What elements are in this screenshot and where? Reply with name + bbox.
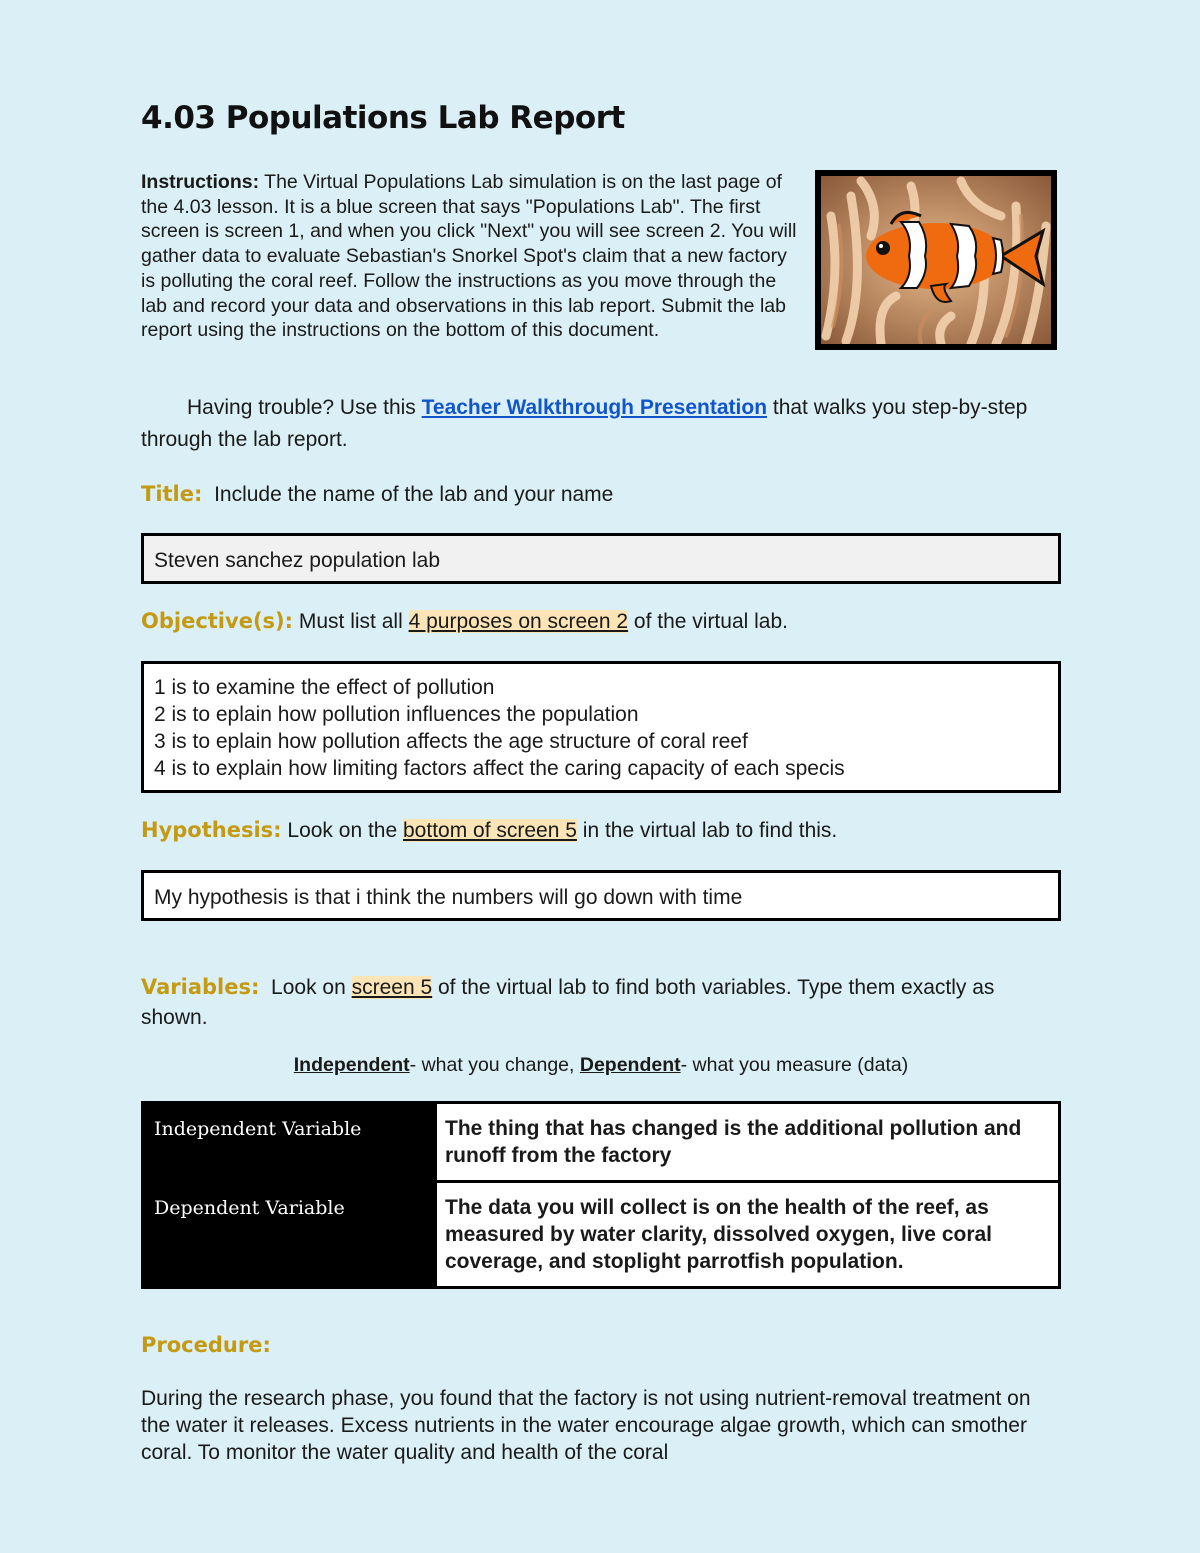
title-prompt: Include the name of the lab and your name <box>214 483 614 506</box>
hypothesis-prompt-after: in the virtual lab to find this. <box>576 819 838 842</box>
variables-table <box>141 1101 1061 1289</box>
hypothesis-label: Hypothesis: <box>141 818 282 842</box>
procedure-heading <box>141 1330 1061 1361</box>
hypothesis-answer-field[interactable] <box>141 870 1061 921</box>
procedure-label: Procedure: <box>141 1333 271 1357</box>
objectives-heading <box>141 606 1061 637</box>
variables-legend <box>141 1054 1061 1077</box>
variables-prompt-after: of the virtual lab to find both variables. Type them exactly as shown. <box>141 976 995 1029</box>
hypothesis-prompt-highlight: bottom of screen 5 <box>403 819 577 842</box>
dependent-variable-label: Dependent Variable <box>143 1182 436 1288</box>
table-row <box>143 1182 1060 1288</box>
objective-answer-2: 2 is to eplain how pollution influences the population <box>154 703 639 726</box>
teacher-walkthrough-link[interactable]: Teacher Walkthrough Presentation <box>421 396 768 419</box>
independent-variable-label: Independent Variable <box>143 1103 436 1182</box>
title-answer-field[interactable] <box>141 533 1061 584</box>
help-text-before: Having trouble? Use this <box>187 396 422 419</box>
legend-dependent-desc: - what you measure (data) <box>680 1054 909 1076</box>
table-row <box>143 1103 1060 1182</box>
instructions-label: Instructions: <box>141 171 260 193</box>
objectives-label: Objective(s): <box>141 609 294 633</box>
title-section-heading <box>141 479 1061 510</box>
variables-prompt-highlight: screen 5 <box>351 976 433 999</box>
variables-heading <box>141 972 1061 1033</box>
page-title: 4.03 Populations Lab Report <box>141 100 625 136</box>
title-answer-text: Steven sanchez population lab <box>154 549 441 572</box>
procedure-paragraph: During the research phase, you found that the factory is not using nutrient-removal treatment on the water it releases. Excess nutrients in the water encourage algae growth, which can smother coral. To monitor the water quality and health of the coral <box>141 1387 1031 1464</box>
legend-dependent: Dependent <box>579 1054 681 1076</box>
hypothesis-heading <box>141 815 1061 846</box>
dependent-variable-value[interactable]: The data you will collect is on the health of the reef, as measured by water clarity, dissolved oxygen, live coral coverage, and stoplight parrotfish population. <box>436 1182 1060 1288</box>
instructions-text: The Virtual Populations Lab simulation is on the last page of the 4.03 lesson. It is a blue screen that says "Populations Lab". The first screen is screen 1, and when you click "Next" you will see screen 2. You will gather data to evaluate Sebastian's Snorkel Spot's claim that a new factory is polluting the coral reef. Follow the instructions as you move through the lab and record your data and observations in this lab report. Submit the lab report using the instructions on the bottom of this document. <box>141 171 797 342</box>
objective-answer-3: 3 is to eplain how pollution affects the age structure of coral reef <box>154 730 748 753</box>
legend-independent-desc: - what you change, <box>409 1054 580 1076</box>
hypothesis-answer-text: My hypothesis is that i think the numbers will go down with time <box>154 886 743 909</box>
objective-answer-1: 1 is to examine the effect of pollution <box>154 676 495 699</box>
clownfish-photo <box>815 170 1057 350</box>
help-text-after: that walks you step-by-step through the lab report. <box>141 396 1028 451</box>
legend-independent: Independent <box>293 1054 410 1076</box>
help-paragraph <box>141 392 1061 456</box>
instructions-paragraph <box>141 170 801 343</box>
clownfish-image <box>821 176 1051 344</box>
objective-answer-4: 4 is to explain how limiting factors affect the caring capacity of each specis <box>154 757 845 780</box>
hypothesis-prompt-before: Look on the <box>281 819 403 842</box>
objectives-prompt-highlight: 4 purposes on screen 2 <box>408 610 629 633</box>
objectives-prompt-after: of the virtual lab. <box>628 610 788 633</box>
variables-label: Variables: <box>141 975 260 999</box>
objectives-answer-field[interactable] <box>141 661 1061 793</box>
independent-variable-value[interactable]: The thing that has changed is the additional pollution and runoff from the factory <box>436 1103 1060 1182</box>
objectives-prompt-before: Must list all <box>293 610 409 633</box>
variables-prompt-before: Look on <box>265 976 352 999</box>
title-label: Title: <box>141 482 203 506</box>
